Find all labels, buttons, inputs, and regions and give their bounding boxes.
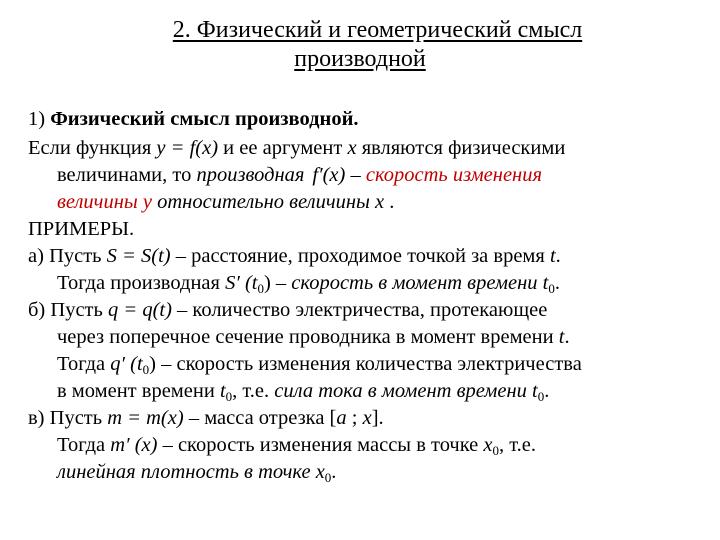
title-line-2: производной [294, 46, 426, 72]
example-b-line-3 [28, 351, 696, 378]
example-text: – масса отрезка [ [183, 407, 337, 429]
example-text: Пусть [44, 407, 108, 429]
example-text: – скорость в момент времени [270, 272, 543, 294]
subscript: 0 [492, 443, 500, 458]
section-heading-text: Физический смысл производной. [50, 108, 359, 130]
list-marker: а) [28, 245, 44, 267]
example-b-line-4 [28, 378, 696, 405]
example-text: – расстояние, проходимое точкой за время [170, 245, 550, 267]
slide-title [0, 16, 720, 74]
subscript: 0 [225, 389, 233, 404]
definition-text: являются физическими [356, 137, 566, 159]
period: . [384, 191, 395, 213]
subscript: 0 [548, 281, 555, 296]
period: . [555, 245, 561, 267]
example-text: через поперечное сечение проводника в момент времени [57, 326, 559, 348]
definition-text: Если функция [28, 137, 157, 159]
title-line-1: 2. Физический и геометрический смысл [172, 17, 583, 43]
density-definition: линейная плотность в точке [57, 461, 316, 483]
example-text: Тогда [57, 434, 111, 456]
var-a: a [336, 407, 347, 429]
list-marker: б) [28, 299, 46, 321]
highlight-text: величины [57, 191, 143, 213]
derivative-word: производная [196, 164, 305, 186]
paren: ) [263, 272, 271, 294]
relative-text: относительно величины [152, 191, 376, 213]
var-t: t [558, 326, 565, 348]
definition-text: и ее аргумент [218, 137, 348, 159]
example-text: ]. [371, 407, 384, 429]
period: . [554, 272, 560, 294]
slide-body [28, 106, 696, 486]
section-heading [28, 106, 696, 133]
definition-line-1 [28, 135, 696, 162]
argument-var: x [347, 137, 357, 159]
example-a-line-2 [28, 270, 696, 297]
example-text: – количество электричества, протекающее [171, 299, 548, 321]
example-text: , т.е. [499, 434, 537, 456]
var-x: х [375, 191, 385, 213]
examples-label: ПРИМЕРЫ. [28, 218, 135, 240]
example-b-line-1 [28, 297, 696, 324]
var-y: у [142, 191, 152, 213]
var-x0: x [483, 434, 493, 456]
function-formula: y = f(x) [156, 137, 219, 159]
example-text: в момент времени [57, 380, 220, 402]
var-x: x [362, 407, 372, 429]
subscript: 0 [142, 362, 150, 377]
derivative-formula: m′ (x) [110, 434, 158, 456]
derivative-formula: f′(x) [312, 164, 346, 186]
definition-line-3 [28, 189, 696, 216]
var-t0: t [532, 380, 538, 402]
example-text: , т.е. [232, 380, 275, 402]
derivative-formula: S′ (t [225, 272, 258, 294]
current-definition: сила тока в момент времени [274, 380, 533, 402]
definition-text: величинами, то [57, 164, 197, 186]
var-t0: t [542, 272, 549, 294]
example-b-line-2 [28, 324, 696, 351]
period: . [331, 461, 337, 483]
example-text: Тогда [57, 353, 111, 375]
example-a-line-1 [28, 243, 696, 270]
subscript: 0 [257, 281, 264, 296]
example-c-line-2 [28, 432, 696, 459]
separator: ; [346, 407, 363, 429]
var-t: t [549, 245, 556, 267]
example-text: Пусть [45, 299, 108, 321]
example-formula: S = S(t) [106, 245, 171, 267]
example-formula: q = q(t) [107, 299, 172, 321]
var-x0: x [315, 461, 325, 483]
definition-line-2 [28, 162, 696, 189]
example-text: – скорость изменения массы в точке [157, 434, 484, 456]
paren: ) [149, 353, 156, 375]
period: . [564, 326, 570, 348]
var-t0: t [219, 380, 226, 402]
period: . [544, 380, 550, 402]
subscript: 0 [537, 389, 545, 404]
example-c-line-1 [28, 405, 696, 432]
dash: – [345, 164, 366, 186]
list-marker: в) [28, 407, 45, 429]
example-text: Пусть [43, 245, 107, 267]
rate-of-change-text: скорость изменения [365, 164, 542, 186]
example-c-line-3 [28, 459, 696, 486]
example-text: – скорость изменения количества электричества [156, 353, 582, 375]
derivative-formula: q′ (t [110, 353, 143, 375]
subscript: 0 [324, 470, 332, 485]
example-formula: m = m(x) [107, 407, 184, 429]
example-text: Тогда производная [57, 272, 226, 294]
section-number: 1) [28, 108, 46, 130]
